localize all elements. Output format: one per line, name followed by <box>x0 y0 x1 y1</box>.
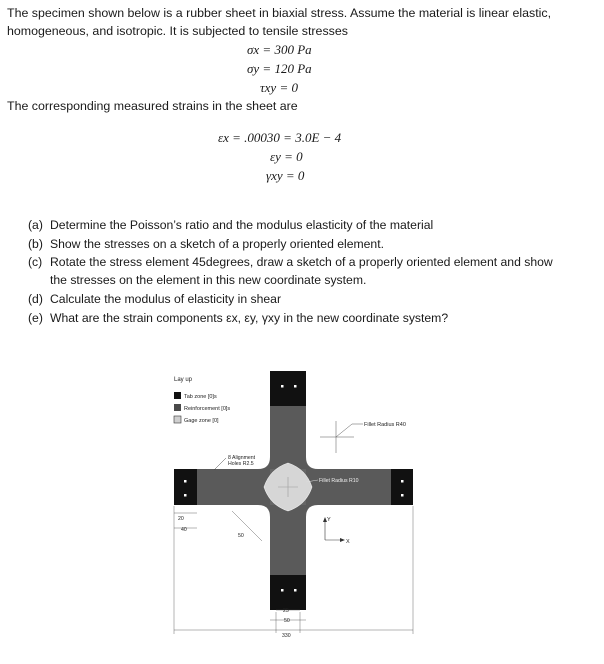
strain-gamma-xy: γxy = 0 <box>266 168 305 183</box>
tab-right <box>391 469 413 505</box>
legend-label-tab: Tab zone [0]s <box>184 394 217 400</box>
tab-top <box>270 371 306 406</box>
legend-swatch-reinforcement <box>174 404 181 411</box>
legend-swatch-tab <box>174 392 181 399</box>
hole-right-1 <box>401 480 404 483</box>
dim-50-label: 50 <box>284 618 290 624</box>
hole-left-2 <box>184 494 187 497</box>
tab-bottom <box>270 575 306 610</box>
hole-top-1 <box>281 385 284 388</box>
axis-x-arrow <box>340 538 345 542</box>
axis-y-label: Y <box>327 517 331 523</box>
question-b-text: Show the stresses on a sketch of a properly oriented element. <box>50 237 384 251</box>
hole-right-2 <box>401 494 404 497</box>
legend-swatch-gage <box>174 416 181 423</box>
fillet-tr <box>306 457 318 469</box>
dim-25-label: 25 <box>283 608 289 614</box>
tab-left <box>174 469 197 505</box>
axis-x-label: X <box>346 539 350 545</box>
fillet-r10-label: Fillet Radius R10 <box>319 478 359 484</box>
stress-tau-xy: τxy = 0 <box>260 80 298 95</box>
strain-intro: The corresponding measured strains in the sheet are <box>7 99 298 113</box>
intro-line-1: The specimen shown below is a rubber sheet in biaxial stress. Assume the material is linear elastic, <box>7 6 552 20</box>
question-c-label: (c) <box>28 255 43 269</box>
strain-epsilon-y: εy = 0 <box>270 149 303 164</box>
hole-top-2 <box>294 385 297 388</box>
holes-label-line2: Holes R2.5 <box>228 461 254 467</box>
holes-label-line1: 8 Alignment <box>228 455 256 461</box>
question-d-text: Calculate the modulus of elasticity in shear <box>50 292 282 306</box>
r40-leader <box>336 424 352 437</box>
question-e-text: What are the strain components εx, εy, γxy in the new coordinate system? <box>50 311 449 325</box>
legend-label-gage: Gage zone [0] <box>184 418 219 424</box>
dim-330-label: 330 <box>282 633 291 639</box>
question-c-cont-text: the stresses on the element in this new coordinate system. <box>50 273 367 287</box>
stress-sigma-x: σx = 300 Pa <box>247 42 312 57</box>
question-e-label: (e) <box>28 311 43 325</box>
dim-20-label: 20 <box>178 516 184 522</box>
question-a-label: (a) <box>28 218 43 232</box>
fillet-bl <box>258 505 270 517</box>
hole-bottom-1 <box>281 589 284 592</box>
intro-line-2: homogeneous, and isotropic. It is subjected to tensile stresses <box>7 24 348 38</box>
hole-left-1 <box>184 480 187 483</box>
question-d-label: (d) <box>28 292 43 306</box>
dim-50-diag-label: 50 <box>238 533 244 539</box>
dim-50-diag-line <box>232 511 262 541</box>
holes-leader <box>214 458 226 470</box>
stress-sigma-y: σy = 120 Pa <box>247 61 312 76</box>
question-b-label: (b) <box>28 237 43 251</box>
hole-bottom-2 <box>294 589 297 592</box>
strain-epsilon-x: εx = .00030 = 3.0E − 4 <box>218 130 342 145</box>
fillet-tl <box>258 457 270 469</box>
layup-title: Lay up <box>174 377 193 383</box>
question-a-text: Determine the Poisson’s ratio and the modulus elasticity of the material <box>50 218 434 232</box>
question-c-text: Rotate the stress element 45degrees, draw a sketch of a properly oriented element and show <box>50 255 553 269</box>
fillet-br <box>306 505 318 517</box>
legend-label-reinforcement: Reinforcement [0]s <box>184 406 231 412</box>
dim-40-label: 40 <box>181 527 187 533</box>
fillet-r40-label: Fillet Radius R40 <box>364 422 406 428</box>
